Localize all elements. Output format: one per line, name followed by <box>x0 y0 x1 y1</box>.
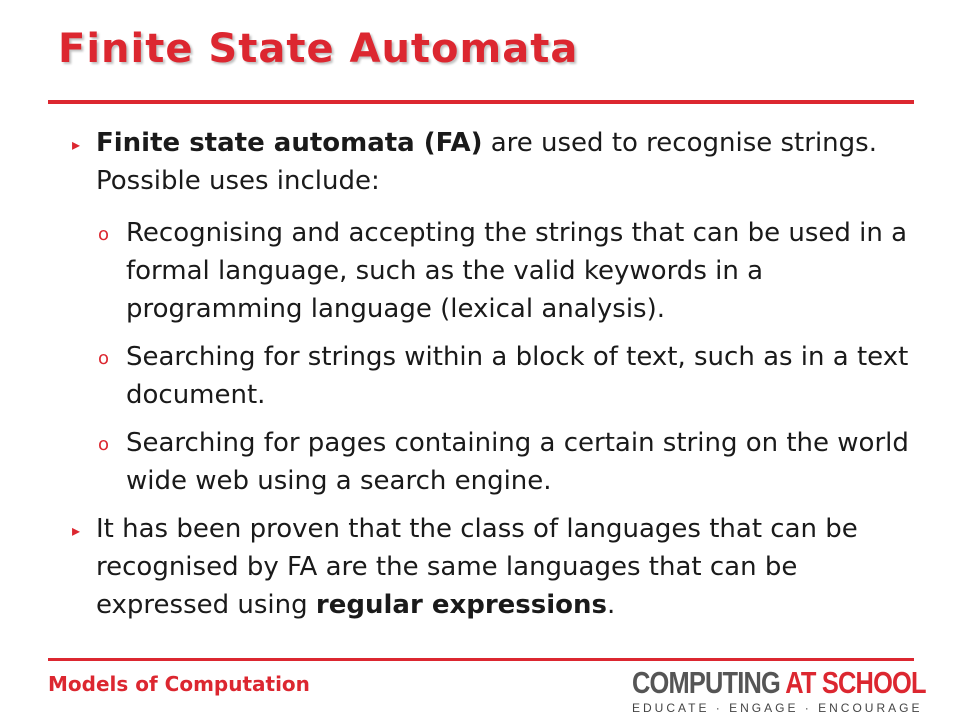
sub-bullet-list <box>72 214 912 500</box>
circle-bullet-icon: o <box>98 434 110 455</box>
bullet-item <box>72 124 912 200</box>
bullet-item <box>72 510 912 624</box>
sub-bullet-text: Recognising and accepting the strings that can be used in a formal language, such as the valid keywords in a programming language (lexical analysis). <box>126 218 908 324</box>
sub-bullet-item <box>72 338 912 414</box>
course-name: Models of Computation <box>48 672 310 696</box>
bullet-text: It has been proven that the class of languages that can be recognised by FA are the same languages that can be expressed using <box>96 514 858 620</box>
circle-bullet-icon: o <box>98 348 110 369</box>
logo-word-at-school: AT SCHOOL <box>785 665 926 700</box>
bullet-text-end: . <box>607 590 616 620</box>
bullet-text: are used to recognise strings. Possible uses include: <box>96 128 877 196</box>
slide-title: Finite State Automata <box>58 26 579 72</box>
slide-content <box>72 124 912 638</box>
computing-at-school-logo <box>632 665 926 715</box>
sub-bullet-text: Searching for pages containing a certain string on the world wide web using a search engine. <box>126 428 909 496</box>
logo-wordmark <box>632 665 926 700</box>
footer-divider <box>48 658 914 661</box>
logo-tagline: EDUCATE · ENGAGE · ENCOURAGE <box>632 701 923 715</box>
title-divider <box>48 100 914 104</box>
sub-bullet-text: Searching for strings within a block of text, such as in a text document. <box>126 342 909 410</box>
bullet-arrow-icon: ▸ <box>72 521 81 540</box>
logo-word-computing: COMPUTING <box>632 665 780 700</box>
bullet-arrow-icon: ▸ <box>72 135 81 154</box>
circle-bullet-icon: o <box>98 224 110 245</box>
bullet-bold-tail: regular expressions <box>315 590 607 620</box>
sub-bullet-item <box>72 424 912 500</box>
sub-bullet-item <box>72 214 912 328</box>
bullet-bold-lead: Finite state automata (FA) <box>96 128 483 158</box>
